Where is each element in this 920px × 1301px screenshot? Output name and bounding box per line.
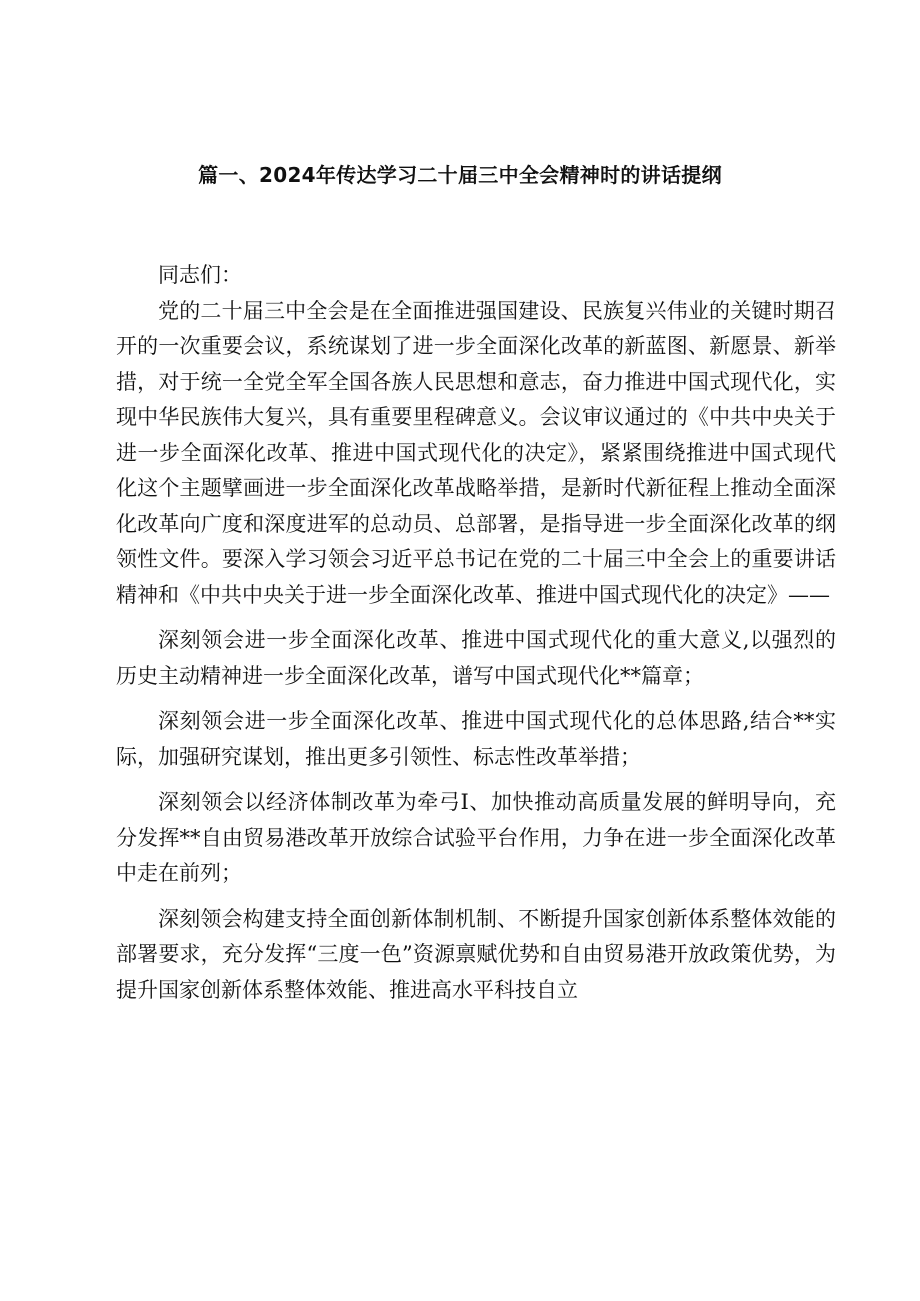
salutation: 同志们： <box>158 263 242 287</box>
paragraph-point-3: 深刻领会以经济体制改革为牵弓I、加快推动高质量发展的鲜明导向，充分发挥**自由贸易港改革开放综合试验平台作用，力争在进一步全面深化改革中走在前列； <box>116 790 836 885</box>
paragraph-intro: 党的二十届三中全会是在全面推进强国建设、民族复兴伟业的关键时期召开的一次重要会议，系统谋划了进一步全面深化改革的新蓝图、新愿景、新举措，对于统一全党全军全国各族人民思想和意志，奋力推进中国式现代化，实现中华民族伟大复兴，具有重要里程碑意义。会议审议通过的《中共中央关于进一步全面深化改革、推进中国式现代化的决定》，紧紧围绕推进中国式现代化这个主题擘画进一步全面深化改革战略举措，是新时代新征程上推动全面深化改革向广度和深度进军的总动员、总部署，是指导进一步全面深化改革的纲领性文件。要深入学习领会习近平总书记在党的二十届三中全会上的重要讲话精神和《中共中央关于进一步全面深化改革、推进中国式现代化的决定》—— <box>116 298 836 607</box>
document-title: 篇一、2024年传达学习二十届三中全会精神时的讲话提纲 <box>198 163 722 187</box>
paragraph-point-2: 深刻领会进一步全面深化改革、推进中国式现代化的总体思路,结合**实际，加强研究谋划，推出更多引领性、标志性改革举措； <box>116 709 836 769</box>
paragraph-point-1: 深刻领会进一步全面深化改革、推进中国式现代化的重大意义,以强烈的历史主动精神进一步全面深化改革，谱写中国式现代化**篇章； <box>116 628 836 688</box>
document-body <box>116 258 836 1008</box>
paragraph-point-4: 深刻领会构建支持全面创新体制机制、不断提升国家创新体系整体效能的部署要求，充分发挥“三度一色”资源禀赋优势和自由贸易港开放政策优势，为提升国家创新体系整体效能、推进高水平科技自立 <box>116 906 836 1002</box>
